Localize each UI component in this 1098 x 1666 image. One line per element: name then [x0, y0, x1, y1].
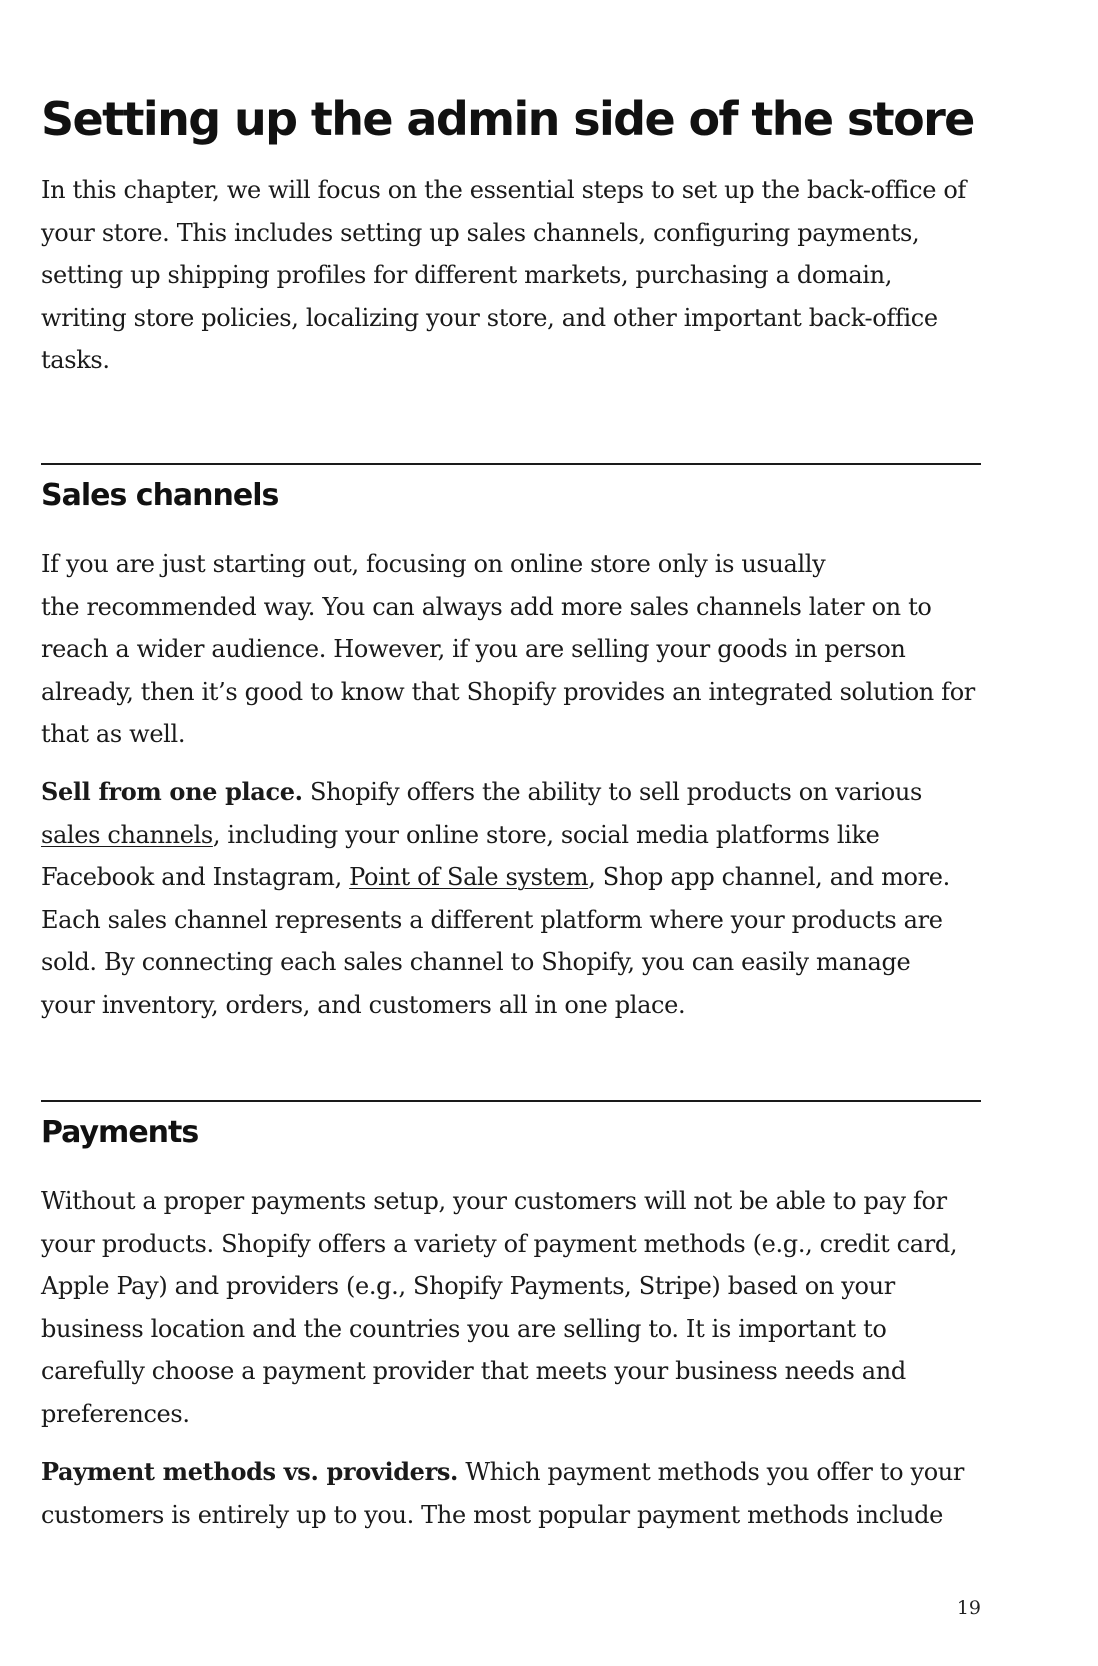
intro-line: In this chapter, we will focus on the essential steps to set up the back-office of	[41, 176, 966, 204]
paragraph-line: the recommended way. You can always add more sales channels later on to	[41, 592, 932, 621]
paragraph-line: your inventory, orders, and customers all in one place.	[41, 990, 686, 1019]
text-run: , including your online store, social media platforms like	[212, 820, 880, 849]
paragraph-line	[41, 771, 981, 814]
paragraph-line: reach a wider audience. However, if you are selling your goods in person	[41, 635, 906, 664]
text-run: Shopify offers the ability to sell products on various	[302, 778, 922, 806]
paragraph-line: preferences.	[41, 1399, 190, 1428]
payments-paragraph	[41, 1180, 981, 1436]
bold-lead-payment-methods: Payment methods vs. providers.	[41, 1457, 459, 1486]
section-heading-payments: Payments	[41, 1115, 199, 1150]
intro-line: setting up shipping profiles for different markets, purchasing a domain,	[41, 261, 893, 290]
paragraph-line: carefully choose a payment provider that meets your business needs and	[41, 1357, 906, 1386]
text-run: Which payment methods you offer to your	[458, 1458, 965, 1486]
intro-paragraph	[41, 169, 981, 382]
intro-line: tasks.	[41, 346, 110, 375]
chapter-title: Setting up the admin side of the store	[41, 92, 974, 146]
paragraph-line: already, then it’s good to know that Shopify provides an integrated solution for	[41, 677, 975, 706]
paragraph-line: customers is entirely up to you. The most popular payment methods include	[41, 1500, 944, 1529]
section-heading-sales-channels: Sales channels	[41, 478, 279, 513]
paragraph-line: business location and the countries you are selling to. It is important to	[41, 1314, 887, 1343]
page-number: 19	[956, 1597, 981, 1619]
paragraph-line	[41, 856, 981, 899]
paragraph-line	[41, 1451, 981, 1494]
paragraph-line: sold. By connecting each sales channel to Shopify, you can easily manage	[41, 948, 911, 977]
point-of-sale-link[interactable]: Point of Sale system	[349, 863, 589, 892]
paragraph-line: If you are just starting out, focusing on online store only is usually	[41, 550, 826, 578]
paragraph-line: your products. Shopify offers a variety of payment methods (e.g., credit card,	[41, 1229, 958, 1258]
paragraph-line	[41, 814, 981, 857]
intro-line: writing store policies, localizing your store, and other important back-office	[41, 303, 938, 332]
text-run: , Shop app channel, and more.	[588, 863, 950, 892]
bold-lead-sell-from-one-place: Sell from one place.	[41, 777, 303, 806]
paragraph-line: Without a proper payments setup, your customers will not be able to pay for	[41, 1187, 947, 1215]
sales-channels-paragraph	[41, 543, 981, 756]
section-divider	[41, 1100, 981, 1102]
paragraph-line: Each sales channel represents a different platform where your products are	[41, 905, 943, 934]
sell-from-one-place-paragraph	[41, 771, 981, 1027]
payment-methods-paragraph	[41, 1451, 981, 1536]
intro-line: your store. This includes setting up sales channels, configuring payments,	[41, 218, 920, 247]
paragraph-line: that as well.	[41, 720, 186, 749]
text-run: Facebook and Instagram,	[41, 863, 350, 892]
paragraph-line: Apple Pay) and providers (e.g., Shopify Payments, Stripe) based on your	[41, 1272, 895, 1301]
section-divider	[41, 463, 981, 465]
sales-channels-link[interactable]: sales channels	[41, 820, 213, 849]
